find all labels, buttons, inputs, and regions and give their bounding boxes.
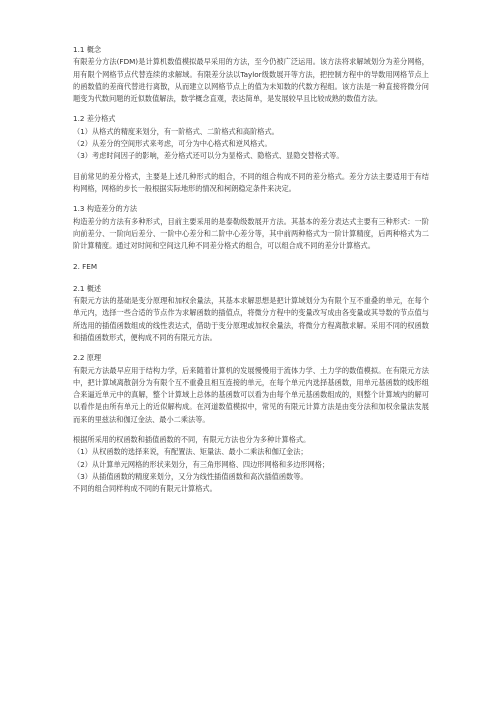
list-item: （2）从差分的空间形式来考虑，可分为中心格式和逆风格式。 bbox=[73, 139, 272, 149]
paragraph-fem-formats: 根据所采用的权函数和插值函数的不同，有限元方法也分为多种计算格式。 bbox=[73, 435, 311, 445]
paragraph-fdm-concept: 有限差分方法(FDM)是计算机数值模拟最早采用的方法，至今仍被广泛运用。该方法将求解域划分为差分网格，用有限个网格节点代替连续的求解域。有限差分法以Taylor级数展开等方法，把控制方程中的导数用网格节点上的函数值的差商代替进行离散，从而建立以网格节点上的值为未知数的代数方程组。该方法是一种直接将微分问题变为代数问题的近似数值解法，数学概念直观，表达简单，是发展较早且比较成熟的数值方法。 bbox=[73, 57, 429, 104]
section-heading-2-2: 2.2 原理 bbox=[73, 353, 102, 363]
section-heading-2: 2. FEM bbox=[73, 262, 98, 272]
section-heading-1-1: 1.1 概念 bbox=[73, 45, 102, 54]
paragraph-fem-principle: 有限元方法最早应用于结构力学，后来随着计算机的发展慢慢用于流体力学、土力学的数值模拟。在有限元方法中，把计算域离散剖分为有限个互不重叠且相互连接的单元，在每个单元内选择基函数，用单元基函数的线形组合来逼近单元中的真解，整个计算域上总体的基函数可以看为由每个单元基函数组成的，则整个计算域内的解可以看作是由所有单元上的近似解构成。在河道数值模拟中，常见的有限元计算方法是由变分法和加权余量法发展而来的里兹法和伽辽金法、最小二乘法等。 bbox=[73, 365, 429, 424]
section-heading-1-3: 1.3 构造差分的方法 bbox=[73, 204, 138, 214]
paragraph-difference-schemes: 目前常见的差分格式，主要是上述几种形式的组合，不同的组合构成不同的差分格式。差分方法主要适用于有结构网格，网格的步长一般根据实际地形的情况和柯朗稳定条件来决定。 bbox=[73, 171, 429, 193]
document-page bbox=[73, 44, 429, 496]
paragraph-fem-conclusion: 不同的组合同样构成不同的有限元计算格式。 bbox=[73, 484, 217, 494]
list-item: （3）考虑时间因子的影响，差分格式还可以分为显格式、隐格式、显隐交替格式等。 bbox=[73, 151, 344, 161]
list-item: （2）从计算单元网格的形状来划分，有三角形网格、四边形网格和多边形网格； bbox=[73, 459, 330, 469]
section-heading-1-2: 1.2 差分格式 bbox=[73, 114, 116, 124]
paragraph-fem-overview: 有限元方法的基础是变分原理和加权余量法，其基本求解思想是把计算域划分为有限个互不重叠的单元，在每个单元内，选择一些合适的节点作为求解函数的插值点，将微分方程中的变量改写成由各变量或其导数的节点值与所选用的插值函数组成的线性表达式，借助于变分原理或加权余量法，将微分方程离散求解。采用不同的权函数和插值函数形式，便构成不同的有限元方法。 bbox=[73, 296, 429, 342]
paragraph-construct-difference: 构造差分的方法有多种形式，目前主要采用的是泰勒级数展开方法。其基本的差分表达式主要有三种形式：一阶向前差分、一阶向后差分、一阶中心差分和二阶中心差分等，其中前两种格式为一阶计算精度，后两种格式为二阶计算精度。通过对时间和空间这几种不同差分格式的组合，可以组合成不同的差分计算格式。 bbox=[73, 216, 429, 251]
list-item: （3）从插值函数的精度来划分，又分为线性插值函数和高次插值函数等。 bbox=[73, 471, 308, 481]
list-item: （1）从权函数的选择来说，有配置法、矩量法、最小二乘法和伽辽金法； bbox=[73, 447, 308, 457]
list-item: （1）从格式的精度来划分，有一阶格式、二阶格式和高阶格式。 bbox=[73, 126, 279, 136]
section-heading-2-1: 2.1 概述 bbox=[73, 283, 102, 293]
